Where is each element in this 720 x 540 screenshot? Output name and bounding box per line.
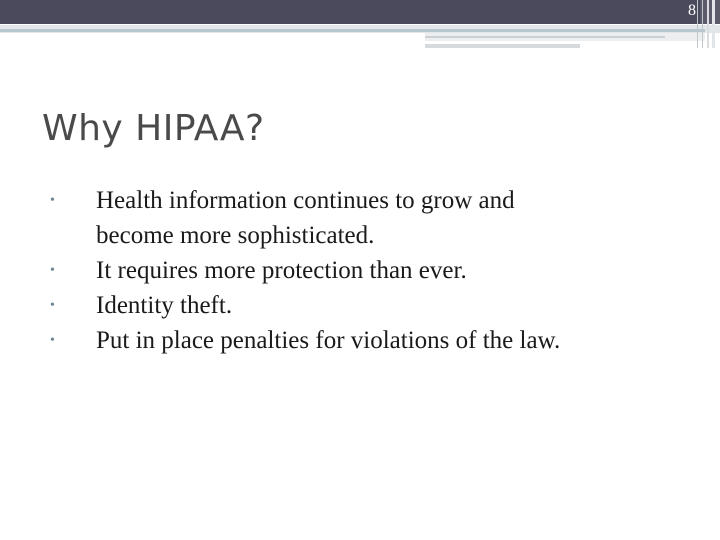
decorative-rule — [0, 29, 705, 32]
bullet-item — [0, 288, 720, 323]
bullet-icon: • — [50, 298, 55, 313]
header-band-corner — [700, 0, 720, 24]
decorative-vertical-rule — [697, 0, 698, 48]
bullet-text: Identity theft. — [96, 292, 233, 319]
bullet-list — [0, 183, 720, 358]
decorative-rule — [425, 44, 580, 48]
bullet-text: Put in place penalties for violations of the law. — [96, 327, 561, 354]
header-band — [0, 0, 700, 24]
bullet-icon: • — [50, 193, 55, 208]
bullet-icon: • — [50, 333, 55, 348]
slide-title: Why HIPAA? — [42, 108, 265, 149]
decorative-vertical-rule — [707, 0, 709, 48]
decorative-rule — [425, 36, 665, 38]
bullet-icon: • — [50, 263, 55, 278]
decorative-vertical-rule — [712, 0, 715, 48]
bullet-item — [0, 323, 720, 358]
decorative-vertical-rule — [702, 0, 703, 48]
page-number: 8 — [688, 2, 696, 19]
bullet-text: It requires more protection than ever. — [96, 257, 467, 284]
bullet-item — [0, 183, 720, 253]
bullet-text-continued: become more sophisticated. — [96, 222, 375, 249]
bullet-text: Health information continues to grow and — [96, 187, 515, 214]
bullet-item — [0, 253, 720, 288]
